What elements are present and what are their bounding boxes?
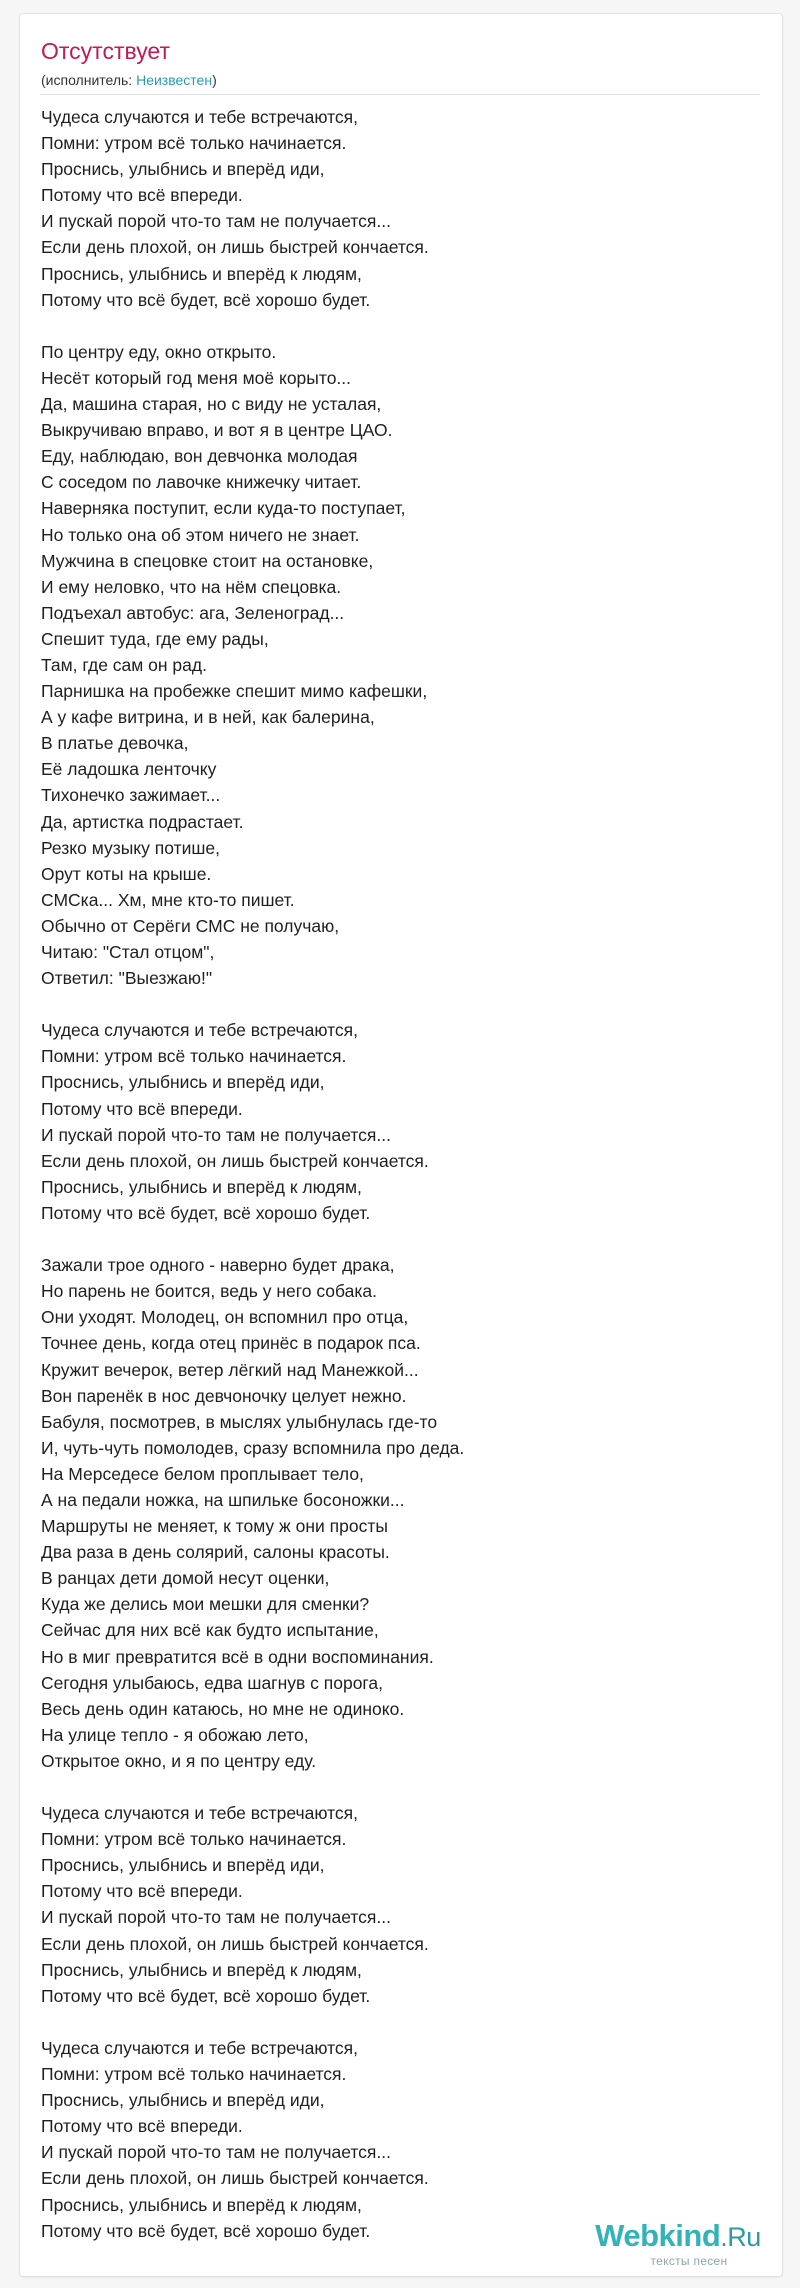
lyric-line: Потому что всё будет, всё хорошо будет. [41, 2220, 371, 2241]
lyric-line: Они уходят. Молодец, он вспомнил про отца, [41, 1307, 409, 1328]
artist-suffix: ) [212, 72, 217, 88]
artist-line [41, 73, 217, 87]
lyric-line: Помни: утром всё только начинается. [41, 2064, 347, 2085]
stanza-gap [41, 991, 741, 1017]
lyric-line: Чудеса случаются и тебе встречаются, [41, 107, 358, 127]
lyric-line: Если день плохой, он лишь быстрей кончается. [41, 2168, 429, 2189]
lyric-line: Тихонечко зажимает... [41, 785, 221, 806]
logo-wordmark [583, 2219, 773, 2254]
lyric-line: Открытое окно, и я по центру еду. [41, 1750, 317, 1771]
lyric-line: Читаю: "Стал отцом", [41, 942, 215, 962]
lyric-line: По центру еду, окно открыто. [41, 341, 277, 362]
lyric-line: А у кафе витрина, и в ней, как балерина, [41, 707, 375, 728]
lyric-line: Если день плохой, он лишь быстрей кончается. [41, 1933, 429, 1954]
stanza-gap [41, 2009, 741, 2035]
lyric-line: Потому что всё будет, всё хорошо будет. [41, 1202, 371, 1223]
lyric-line: Потому что всё впереди. [41, 1881, 243, 1902]
lyric-line: И пускай порой что-то там не получается... [41, 2142, 391, 2163]
lyric-line: Проснись, улыбнись и вперёд иди, [41, 159, 325, 180]
lyric-line: Проснись, улыбнись и вперёд к людям, [41, 263, 362, 284]
lyric-line: Сейчас для них всё как будто испытание, [41, 1620, 379, 1641]
lyric-line: Наверняка поступит, если куда-то поступает, [41, 498, 406, 519]
lyric-line: Орут коты на крыше. [41, 863, 212, 884]
lyric-line: Потому что всё будет, всё хорошо будет. [41, 289, 371, 310]
lyric-line: Потому что всё впереди. [41, 1098, 243, 1119]
lyric-line: Проснись, улыбнись и вперёд к людям, [41, 2194, 362, 2215]
lyric-line: Зажали трое одного - наверно будет драка, [41, 1255, 395, 1276]
lyric-line: С соседом по лавочке книжечку читает. [41, 472, 362, 493]
lyric-line: И, чуть-чуть помолодев, сразу вспомнила про деда. [41, 1437, 465, 1458]
lyric-line: Потому что всё будет, всё хорошо будет. [41, 1985, 371, 2006]
lyric-line: Точнее день, когда отец принёс в подарок пса. [41, 1333, 421, 1354]
lyric-line: Проснись, улыбнись и вперёд иди, [41, 2090, 325, 2111]
lyric-line: Ответил: "Выезжаю!" [41, 968, 213, 989]
lyric-line: В ранцах дети домой несут оценки, [41, 1568, 330, 1589]
lyric-line: Парнишка на пробежке спешит мимо кафешки, [41, 681, 428, 702]
logo-tld: .Ru [720, 2222, 761, 2252]
logo-tagline: тексты песен [650, 2254, 728, 2268]
lyric-line: Проснись, улыбнись и вперёд иди, [41, 1855, 325, 1876]
lyric-line: Но в миг превратится всё в одни воспоминания. [41, 1646, 434, 1667]
lyric-line: Потому что всё впереди. [41, 185, 243, 206]
stanza-gap [41, 313, 741, 339]
lyric-line: На Мерседесе белом проплывает тело, [41, 1463, 364, 1484]
stanza-gap [41, 1226, 741, 1252]
lyric-line: Куда же делись мои мешки для сменки? [41, 1594, 370, 1615]
lyric-line: В платье девочка, [41, 733, 189, 754]
lyric-line: Помни: утром всё только начинается. [41, 133, 347, 154]
lyrics-text [41, 104, 741, 2244]
lyric-line: СМСка... Хм, мне кто-то пишет. [41, 889, 295, 910]
lyric-line: Помни: утром всё только начинается. [41, 1046, 347, 1067]
lyric-line: Если день плохой, он лишь быстрей кончается. [41, 1150, 429, 1171]
lyric-line: Резко музыку потише, [41, 837, 221, 858]
lyric-line: И пускай порой что-то там не получается... [41, 1907, 391, 1928]
lyric-line: Да, артистка подрастает. [41, 811, 244, 832]
lyric-line: Чудеса случаются и тебе встречаются, [41, 1020, 358, 1041]
lyric-line: Два раза в день солярий, салоны красоты. [41, 1542, 390, 1563]
lyric-line: Чудеса случаются и тебе встречаются, [41, 2037, 358, 2058]
lyric-line: Если день плохой, он лишь быстрей кончается. [41, 237, 429, 258]
song-title: Отсутствует [41, 38, 170, 64]
lyric-line: Её ладошка ленточку [41, 759, 217, 780]
lyric-line: Весь день один катаюсь, но мне не одиноко. [41, 1698, 405, 1719]
lyric-line: А на педали ножка, на шпильке босоножки... [41, 1489, 405, 1510]
lyric-line: Помни: утром всё только начинается. [41, 1829, 347, 1850]
lyric-line: Подъехал автобус: ага, Зеленоград... [41, 602, 345, 623]
stanza-gap [41, 1774, 741, 1800]
artist-link[interactable]: Неизвестен [136, 72, 213, 88]
artist-prefix: (исполнитель: [41, 72, 137, 88]
lyric-line: Проснись, улыбнись и вперёд к людям, [41, 1959, 362, 1980]
lyric-line: Спешит туда, где ему рады, [41, 628, 269, 649]
header-divider [40, 94, 760, 95]
lyric-line: И ему неловко, что на нём спецовка. [41, 576, 342, 597]
lyric-line: Бабуля, посмотрев, в мыслях улыбнулась где-то [41, 1411, 438, 1432]
lyric-line: Проснись, улыбнись и вперёд иди, [41, 1072, 325, 1093]
lyric-line: Да, машина старая, но с виду не усталая, [41, 394, 382, 415]
lyric-line: Выкручиваю вправо, и вот я в центре ЦАО. [41, 420, 393, 441]
lyric-line: Но только она об этом ничего не знает. [41, 524, 360, 545]
lyric-line: Кружит вечерок, ветер лёгкий над Манежкой... [41, 1359, 419, 1380]
lyric-line: Маршруты не меняет, к тому ж они просты [41, 1516, 388, 1537]
logo-brand: Webkind [595, 2218, 721, 2253]
lyric-line: Вон паренёк в нос девчоночку целует нежно. [41, 1385, 407, 1406]
lyric-line: Чудеса случаются и тебе встречаются, [41, 1803, 358, 1824]
lyric-line: Проснись, улыбнись и вперёд к людям, [41, 1176, 362, 1197]
lyric-line: На улице тепло - я обожаю лето, [41, 1724, 309, 1745]
lyric-line: Несёт который год меня моё корыто... [41, 367, 352, 388]
lyric-line: Сегодня улыбаюсь, едва шагнув с порога, [41, 1672, 384, 1693]
lyric-line: Но парень не боится, ведь у него собака. [41, 1281, 378, 1302]
lyric-line: Обычно от Серёги СМС не получаю, [41, 915, 340, 936]
lyric-line: И пускай порой что-то там не получается... [41, 211, 391, 232]
lyric-line: И пускай порой что-то там не получается... [41, 1124, 391, 1145]
lyric-line: Мужчина в спецовке стоит на остановке, [41, 550, 374, 571]
lyric-line: Потому что всё впереди. [41, 2116, 243, 2137]
webkind-logo[interactable] [583, 2219, 773, 2275]
lyric-line: Там, где сам он рад. [41, 654, 207, 675]
lyric-line: Еду, наблюдаю, вон девчонка молодая [41, 446, 358, 467]
